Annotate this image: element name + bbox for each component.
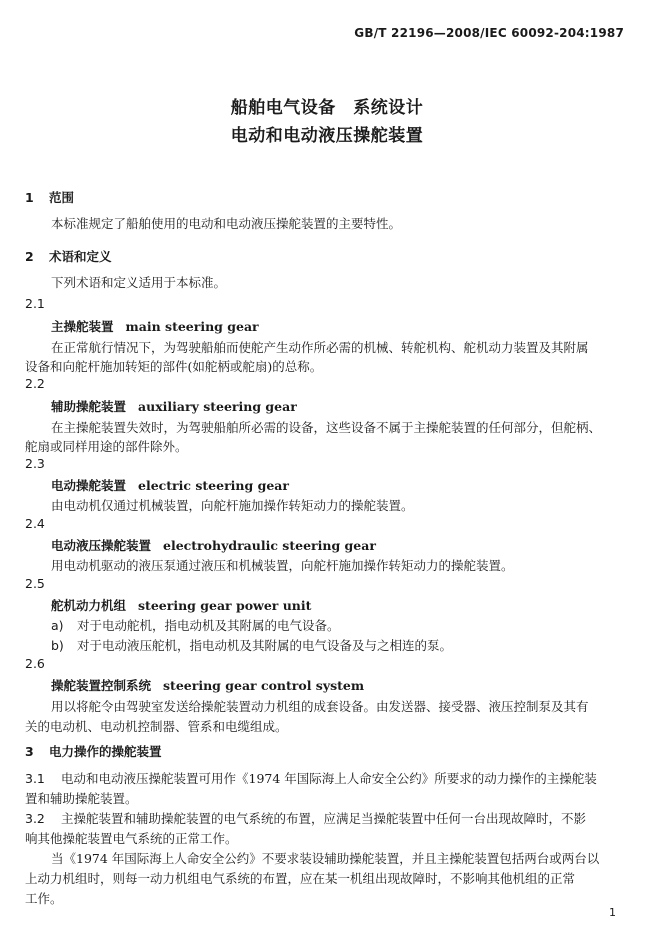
clause-number: 2.1 [25, 296, 45, 311]
clause-text: 电动和电动液压操舵装置可用作《1974 年国际海上人命安全公约》所要求的动力操作的主操舵装 [61, 771, 597, 786]
term-heading [51, 676, 364, 694]
clause-number: 3.2 [25, 811, 45, 826]
term-en: auxiliary steering gear [138, 399, 297, 414]
definition-line: 由电动机仅通过机械装置，向舵杆施加操作转矩动力的操舵装置。 [51, 498, 414, 513]
clause-text-line: 当《1974 年国际海上人命安全公约》不要求装设辅助操舵装置，并且主操舵装置包括两台或两台以 [51, 851, 600, 866]
title-line-1: 船舶电气设备 系统设计 [230, 98, 424, 118]
section-title: 术语和定义 [49, 249, 112, 264]
clause-number: 2.2 [25, 376, 45, 391]
term-en: main steering gear [125, 319, 259, 334]
definition-line: 在主操舵装置失效时，为驾驶船舶所必需的设备，这些设备不属于主操舵装置的任何部分，但舵柄、 [51, 420, 602, 435]
term-en: steering gear power unit [138, 598, 312, 613]
clause-text-line: 置和辅助操舵装置。 [25, 791, 138, 806]
term-cn: 主操舵装置 [51, 319, 114, 334]
clause-number: 2.5 [25, 576, 45, 591]
section-1-heading [25, 188, 74, 206]
list-item [51, 616, 340, 634]
section-number: 2 [25, 249, 34, 264]
term-cn: 电动操舵装置 [51, 478, 127, 493]
clause-text: 主操舵装置和辅助操舵装置的电气系统的布置，应满足当操舵装置中任何一台出现故障时，不影 [61, 811, 587, 826]
term-cn: 舵机动力机组 [51, 598, 127, 613]
clause-number: 2.3 [25, 456, 45, 471]
section-1-paragraph: 本标准规定了船舶使用的电动和电动液压操舵装置的主要特性。 [51, 216, 402, 231]
term-cn: 辅助操舵装置 [51, 399, 127, 414]
clause-3-1-line [25, 769, 597, 787]
clause-3-2-line [25, 809, 586, 827]
term-heading [51, 317, 259, 335]
definition-line: 用以将舵令由驾驶室发送给操舵装置动力机组的成套设备。由发送器、接受器、液压控制泵及其有 [51, 699, 589, 714]
list-text: 对于电动液压舵机，指电动机及其附属的电气设备及与之相连的泵。 [77, 638, 453, 653]
term-heading [51, 596, 311, 614]
clause-number: 2.4 [25, 516, 45, 531]
term-cn: 操舵装置控制系统 [51, 678, 152, 693]
term-heading [51, 536, 376, 554]
clause-number: 3.1 [25, 771, 45, 786]
section-2-paragraph: 下列术语和定义适用于本标准。 [51, 275, 227, 290]
page-number: 1 [609, 906, 616, 919]
list-marker: a) [51, 618, 64, 633]
standard-code: GB/T 22196—2008/IEC 60092-204:1987 [354, 26, 624, 40]
definition-line: 设备和向舵杆施加转矩的部件(如舵柄或舵扇)的总称。 [25, 359, 323, 374]
clause-text-line: 上动力机组时，则每一动力机组电气系统的布置，应在某一机组出现故障时，不影响其他机组的正常 [25, 871, 576, 886]
section-number: 1 [25, 190, 34, 205]
section-title: 范围 [49, 190, 75, 205]
list-text: 对于电动舵机，指电动机及其附属的电气设备。 [77, 618, 340, 633]
list-item [51, 636, 452, 654]
definition-line: 在正常航行情况下，为驾驶船舶而使舵产生动作所必需的机械、转舵机构、舵机动力装置及其附属 [51, 340, 589, 355]
definition-line: 关的电动机、电动机控制器、管系和电缆组成。 [25, 719, 288, 734]
clause-text-line: 工作。 [25, 891, 63, 906]
term-cn: 电动液压操舵装置 [51, 538, 152, 553]
clause-number: 2.6 [25, 656, 45, 671]
title-line-2: 电动和电动液压操舵装置 [230, 126, 424, 146]
term-en: electric steering gear [138, 478, 289, 493]
section-3-heading [25, 742, 162, 760]
section-2-heading [25, 247, 112, 265]
definition-line: 用电动机驱动的液压泵通过液压和机械装置，向舵杆施加操作转矩动力的操舵装置。 [51, 558, 514, 573]
section-title: 电力操作的操舵装置 [49, 744, 162, 759]
term-heading [51, 397, 297, 415]
definition-line: 舵扇或同样用途的部件除外。 [25, 439, 188, 454]
list-marker: b) [51, 638, 64, 653]
term-heading [51, 476, 289, 494]
clause-text-line: 响其他操舵装置电气系统的正常工作。 [25, 831, 238, 846]
term-en: steering gear control system [163, 678, 365, 693]
term-en: electrohydraulic steering gear [163, 538, 376, 553]
section-number: 3 [25, 744, 34, 759]
